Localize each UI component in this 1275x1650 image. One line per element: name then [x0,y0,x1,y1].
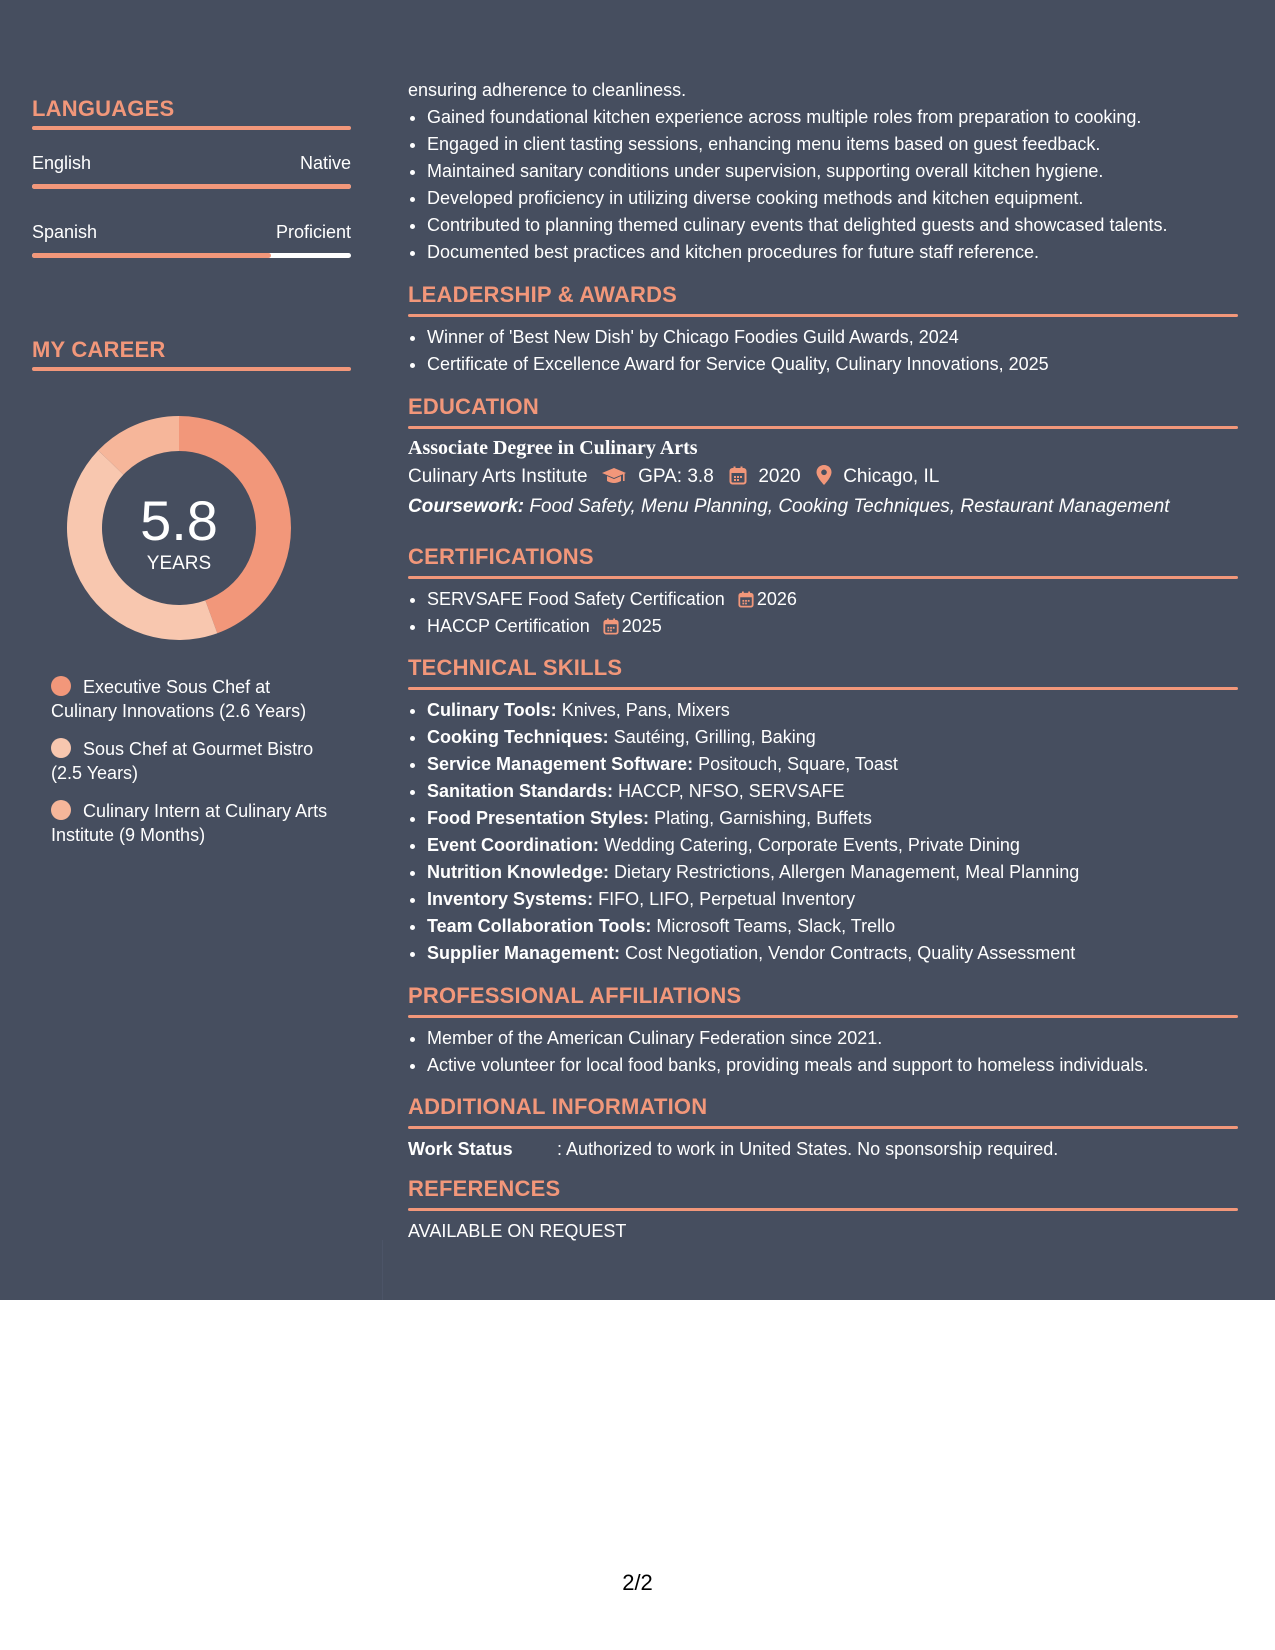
career-legend-item [51,737,341,785]
graduation-cap-icon [601,467,627,485]
language-level: Native [299,153,351,173]
career-unit: YEARS [146,553,212,574]
list-item: • Member of the American Culinary Federation since 2021. [427,1025,1257,1052]
education-heading: EDUCATION [408,394,539,419]
language-bar-fill [32,253,271,258]
list-item [427,832,1257,859]
career-rule [32,367,351,371]
experience-continuation [408,77,1238,266]
education-location: Chicago, IL [843,466,940,487]
career-heading: MY CAREER [32,337,166,362]
skill-label: Culinary Tools: [427,700,557,720]
skill-value: Sautéing, Grilling, Baking [613,727,816,747]
list-item: • Certificate of Excellence Award for Service Quality, Culinary Innovations, 2025 [427,351,1257,378]
cert-year: 2025 [621,616,662,636]
skills-heading: TECHNICAL SKILLS [408,655,623,680]
list-item: • Documented best practices and kitchen procedures for future staff reference. [427,239,1238,266]
skill-value: Dietary Restrictions, Allergen Management, Meal Planning [614,862,1080,882]
language-bar-fill [32,184,351,189]
education-body [408,434,1238,522]
degree-title: Associate Degree in Culinary Arts [408,437,698,459]
legend-dot [51,800,71,820]
list-item [427,697,1257,724]
skill-value: Microsoft Teams, Slack, Trello [656,916,896,936]
skill-value: Cost Negotiation, Vendor Contracts, Quality Assessment [625,943,1076,963]
certifications-list [408,586,1257,640]
additional-heading: ADDITIONAL INFORMATION [408,1094,708,1119]
section-rule [408,1015,1238,1018]
list-item [427,724,1257,751]
experience-bullets [408,104,1238,266]
coursework-line [408,492,1238,522]
legend-dot [51,676,71,696]
gpa: GPA: 3.8 [638,466,714,487]
list-item: • Contributed to planning themed culinary events that delighted guests and showcased talents. [427,212,1238,239]
calendar-icon [603,618,619,635]
section-rule [408,426,1238,429]
skill-label: Inventory Systems: [427,889,594,909]
legend-label: Sous Chef at Gourmet Bistro (2.5 Years) [51,739,314,783]
skills-list [408,697,1257,967]
skill-value: Plating, Garnishing, Buffets [654,808,872,828]
career-legend-item [51,675,341,723]
language-name: English [32,153,92,173]
section-rule [408,314,1238,317]
cert-year: 2026 [756,589,797,609]
references-heading: REFERENCES [408,1176,561,1201]
coursework-label: Coursework: [408,496,525,517]
skill-value: Positouch, Square, Toast [698,754,898,774]
legend-label: Executive Sous Chef at Culinary Innovations (2.6 Years) [51,677,307,721]
skill-value: HACCP, NFSO, SERVSAFE [618,781,845,801]
column-divider [382,1240,383,1300]
list-item [427,778,1257,805]
work-status-value: : Authorized to work in United States. No sponsorship required. [557,1139,1059,1159]
list-item: • Gained foundational kitchen experience across multiple roles from preparation to cooking. [427,104,1238,131]
skill-label: Sanitation Standards: [427,781,614,801]
references-text: AVAILABLE ON REQUEST [408,1221,627,1241]
skill-value: Knives, Pans, Mixers [561,700,730,720]
section-rule [408,1126,1238,1129]
coursework-list: Food Safety, Menu Planning, Cooking Techniques, Restaurant Management [529,496,1170,517]
page-number: 2/2 [622,1570,653,1595]
work-status-label: Work Status [408,1139,513,1159]
list-item [427,886,1257,913]
skill-label: Team Collaboration Tools: [427,916,652,936]
language-bar-spanish [32,253,351,258]
skill-label: Supplier Management: [427,943,621,963]
leadership-heading: LEADERSHIP & AWARDS [408,282,678,307]
skill-label: Service Management Software: [427,754,694,774]
affiliations-list [408,1025,1257,1079]
languages-rule [32,126,351,130]
list-item: • Developed proficiency in utilizing diverse cooking methods and kitchen equipment. [427,185,1238,212]
list-item: • Engaged in client tasting sessions, enhancing menu items based on guest feedback. [427,131,1238,158]
leadership-list [408,324,1257,378]
list-item [427,805,1257,832]
calendar-icon [729,466,747,485]
section-rule [408,576,1238,579]
education-meta [408,462,1238,492]
legend-dot [51,738,71,758]
language-bar-english [32,184,351,189]
list-item [427,940,1257,967]
graduation-year: 2020 [758,466,801,487]
section-rule [408,687,1238,690]
list-item [427,751,1257,778]
calendar-icon [738,591,754,608]
cert-name: SERVSAFE Food Safety Certification [427,589,725,609]
cert-name: HACCP Certification [427,616,590,636]
continuation-text: ensuring adherence to cleanliness. [408,80,687,100]
languages-heading: LANGUAGES [32,96,175,121]
skill-label: Nutrition Knowledge: [427,862,609,882]
school-name: Culinary Arts Institute [408,466,588,487]
list-item [427,613,1257,640]
list-item [427,913,1257,940]
skill-label: Event Coordination: [427,835,599,855]
section-rule [408,1208,1238,1211]
language-name: Spanish [32,222,98,242]
career-total: 5.8 [140,489,218,552]
list-item [427,586,1257,613]
certifications-heading: CERTIFICATIONS [408,544,594,569]
work-status-row [408,1136,1238,1163]
affiliations-heading: PROFESSIONAL AFFILIATIONS [408,983,742,1008]
list-item: • Winner of 'Best New Dish' by Chicago Foodies Guild Awards, 2024 [427,324,1257,351]
language-level: Proficient [275,222,351,242]
career-legend-item [51,799,341,847]
list-item: • Maintained sanitary conditions under supervision, supporting overall kitchen hygiene. [427,158,1238,185]
location-pin-icon [816,465,832,485]
list-item [427,859,1257,886]
skill-label: Food Presentation Styles: [427,808,650,828]
career-donut-chart [66,415,292,641]
skill-value: Wedding Catering, Corporate Events, Private Dining [604,835,1020,855]
skill-label: Cooking Techniques: [427,727,609,747]
legend-label: Culinary Intern at Culinary Arts Institute (9 Months) [51,801,328,845]
list-item: • Active volunteer for local food banks, providing meals and support to homeless individuals. [427,1052,1257,1079]
skill-value: FIFO, LIFO, Perpetual Inventory [598,889,856,909]
